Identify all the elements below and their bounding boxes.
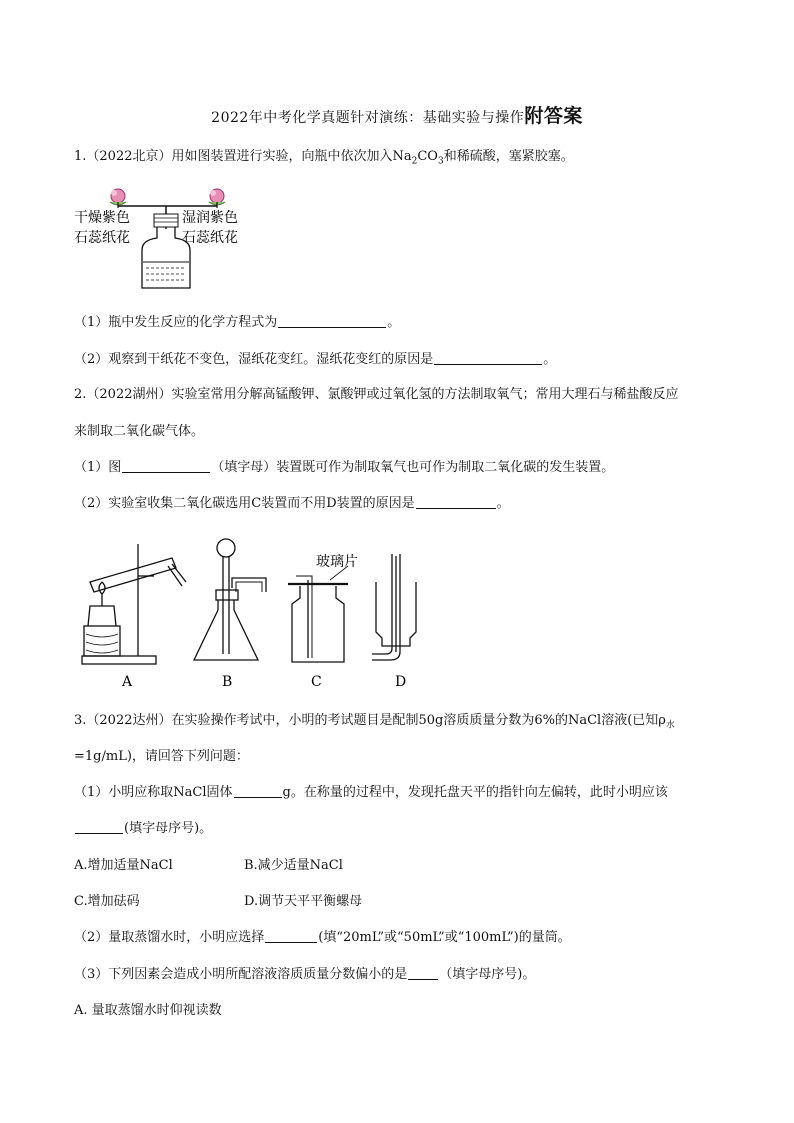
q3-part3-option-a: A. 量取蒸馏水时仰视读数 <box>74 1003 222 1018</box>
fig-label-d: D <box>395 674 407 690</box>
answer-blank <box>434 352 542 365</box>
q3-part1: （1）小明应称取NaCl固体 g。在称量的过程中，发现托盘天平的指针向左偏转，此时小明应该 <box>74 785 668 800</box>
title-main: 2022年中考化学真题针对演练：基础实验与操作 <box>211 110 525 126</box>
answer-blank <box>234 785 282 798</box>
q3-options-ab <box>74 857 724 875</box>
fig-right-label-1: 湿润紫色 <box>182 210 238 226</box>
q3-stem-line1: 3.（2022达州）在实验操作考试中，小明的考试题目是配制50g溶质质量分数为6%的NaCl溶液(已知$\rho_水$ <box>74 713 675 731</box>
fig-label-a: A <box>122 674 133 690</box>
option-d: D.调节天平平衡螺母 <box>244 894 363 909</box>
title-suffix: 附答案 <box>524 105 583 127</box>
apparatus-d <box>372 554 416 660</box>
fig-left-label-1: 干燥紫色 <box>74 210 130 226</box>
answer-blank <box>75 821 123 834</box>
q1-part2: （2）观察到干纸花不变色，湿纸花变红。湿纸花变红的原因是 。 <box>74 352 557 367</box>
answer-blank <box>265 930 317 943</box>
apparatus-a <box>82 544 186 664</box>
apparatus-c <box>288 566 348 662</box>
q3-part1-cont: (填字母序号)。 <box>74 820 724 838</box>
answer-blank <box>278 315 386 328</box>
answer-blank <box>122 460 210 473</box>
option-c: C.增加砝码 <box>74 894 140 909</box>
q2-part1: （1）图 （填字母）装置既可作为制取氧气也可作为制取二氧化碳的发生装置。 <box>74 460 615 475</box>
q3-options-cd <box>74 893 724 911</box>
q1-part1: （1）瓶中发生反应的化学方程式为 。 <box>74 315 401 330</box>
answer-blank <box>416 496 496 509</box>
fig-right-label-2: 石蕊纸花 <box>182 230 238 246</box>
page-title <box>0 101 794 128</box>
q1-stem: 1.（2022北京）用如图装置进行实验，向瓶中依次加入$Na_2CO_3$和稀硫酸，塞紧胶塞。 <box>74 149 574 167</box>
apparatus-b <box>194 539 266 660</box>
option-a: A.增加适量NaCl <box>74 858 173 873</box>
fig-left-label-2: 石蕊纸花 <box>74 230 130 246</box>
q3-part2: （2）量取蒸馏水时，小明应选择 (填“20mL”或“50mL”或“100mL”)的量筒。 <box>74 930 571 945</box>
q3-part3: （3）下列因素会造成小明所配溶液溶质质量分数偏小的是 （填字母序号)。 <box>74 967 536 982</box>
q3-stem-line2: =1g/mL)，请回答下列问题： <box>74 749 249 764</box>
q2-stem-line2: 来制取二氧化碳气体。 <box>74 424 205 439</box>
q2-part2: （2）实验室收集二氧化碳选用C装置而不用D装置的原因是 。 <box>74 496 510 511</box>
answer-blank <box>408 967 438 980</box>
fig-label-b: B <box>222 674 233 690</box>
q2-apparatus-figure <box>76 536 436 691</box>
q1-apparatus-figure <box>74 184 254 294</box>
fig-label-c: C <box>311 674 322 690</box>
glass-plate-label: 玻璃片 <box>316 554 358 570</box>
q2-stem-line1: 2.（2022湖州）实验室常用分解高锰酸钾、氯酸钾或过氧化氢的方法制取氧气；常用大理石与稀盐酸反应 <box>74 387 679 402</box>
option-b: B.减少适量NaCl <box>244 858 343 873</box>
